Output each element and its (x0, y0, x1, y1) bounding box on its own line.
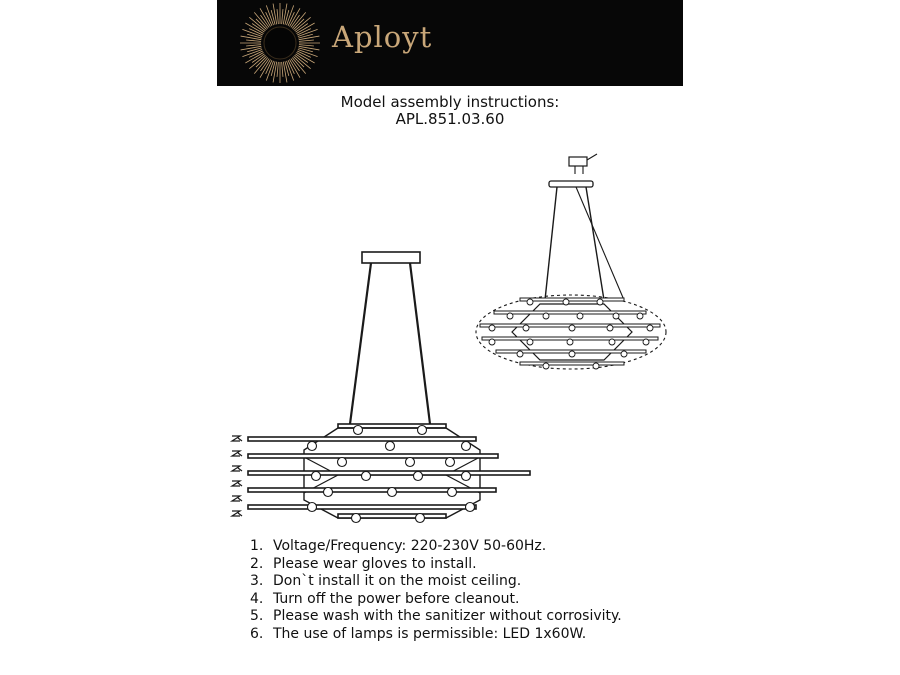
list-item: 6. The use of lamps is permissible: LED 1x60W. (250, 625, 587, 642)
list-item: 3. Don`t install it on the moist ceiling. (250, 573, 522, 589)
list-item: 2. Please wear gloves to install. (250, 555, 477, 572)
perspective-view-drawing (476, 154, 666, 369)
page-title: Model assembly instructions: (340, 93, 560, 111)
instruction-list (250, 538, 622, 643)
list-item: 4. Turn off the power before cleanout. (250, 590, 520, 607)
list-item: 1. Voltage/Frequency: 220-230V 50-60Hz. (250, 538, 547, 554)
brand-name: Aployt (332, 20, 433, 54)
model-number: APL.851.03.60 (395, 110, 505, 128)
list-item: 5. Please wash with the sanitizer without corrosivity. (250, 608, 622, 624)
side-view-drawing (232, 252, 530, 523)
